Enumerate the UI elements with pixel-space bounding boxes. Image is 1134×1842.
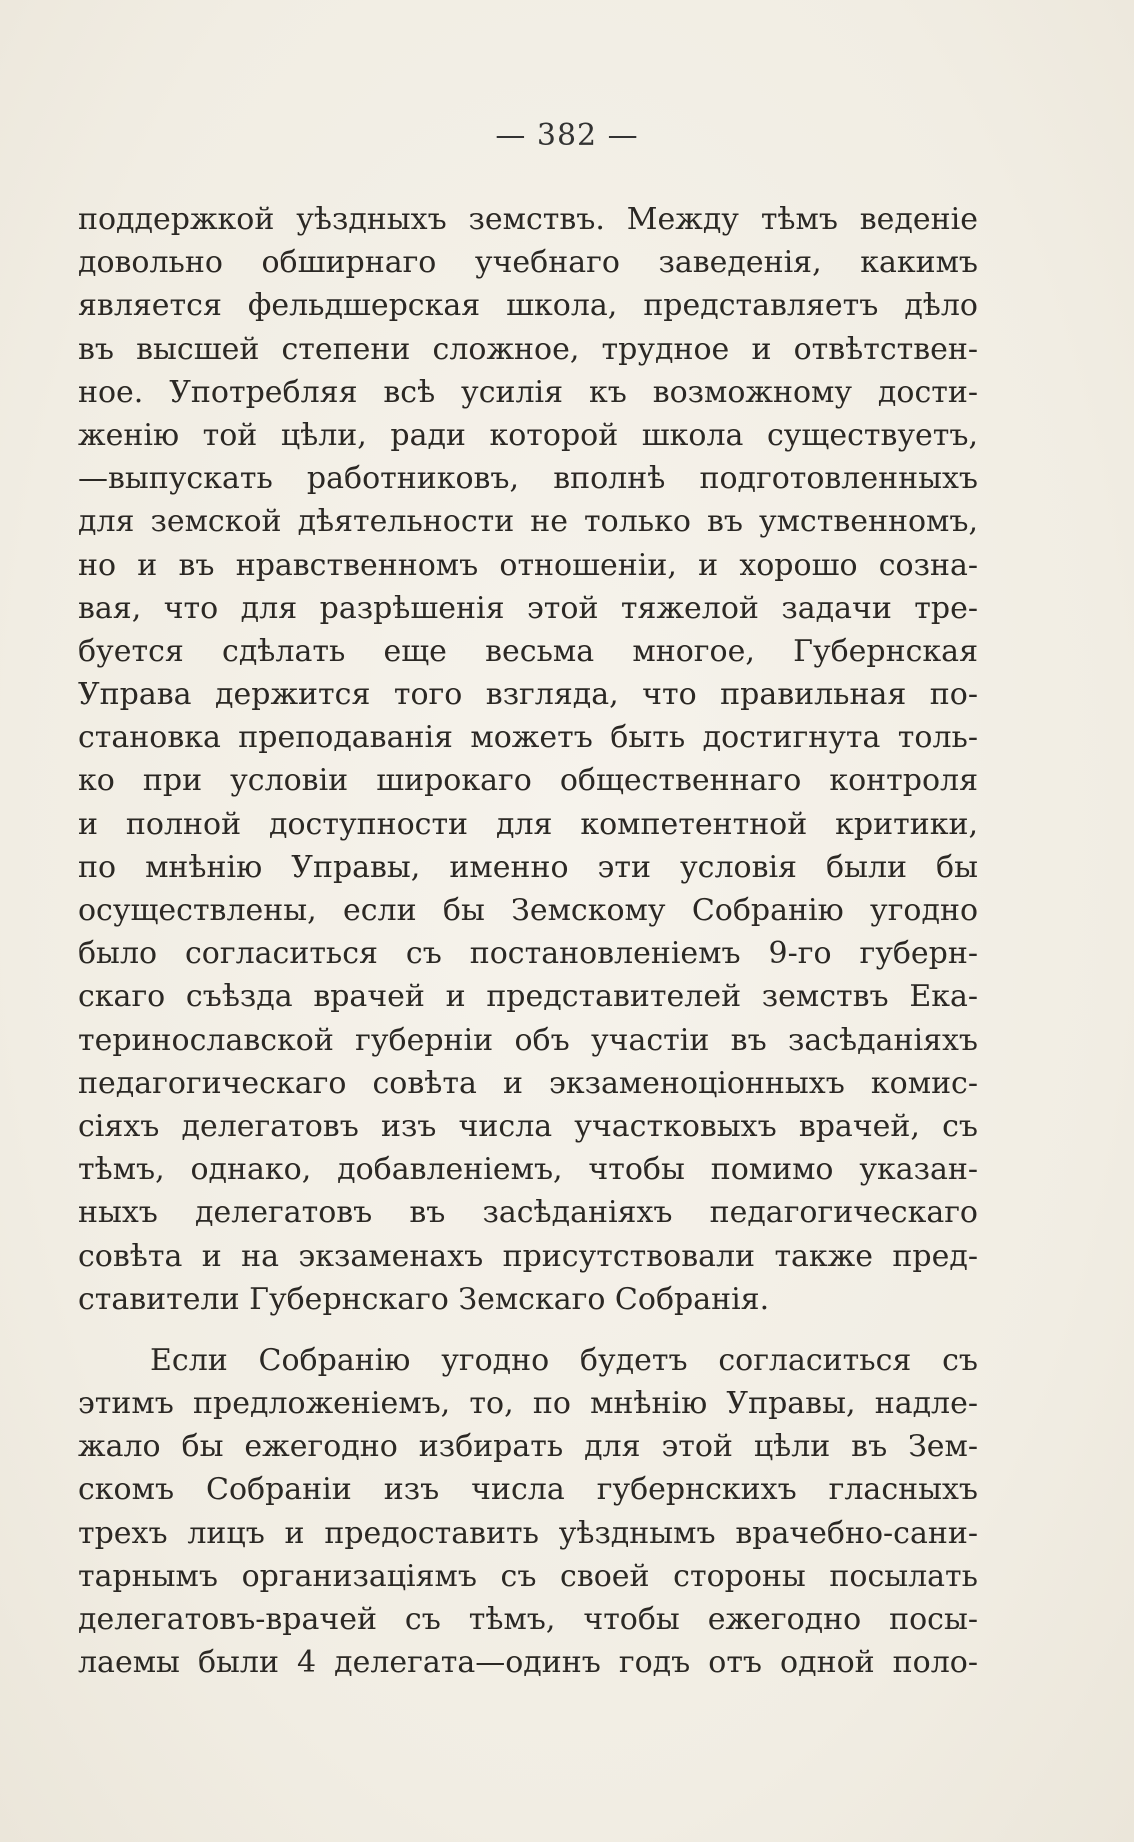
text-line: совѣта и на экзаменахъ присутствовали также пред-: [78, 1238, 978, 1274]
body-text: [78, 198, 978, 1684]
paragraph-gap: [78, 1321, 978, 1339]
page-number: — 382 —: [495, 118, 639, 153]
text-line: тѣмъ, однако, добавленіемъ, чтобы помимо указан-: [78, 1152, 978, 1188]
text-line: осуществлены, если бы Земскому Собранію угодно: [78, 893, 978, 928]
text-line: —выпускать работниковъ, вполнѣ подготовленныхъ: [78, 461, 978, 497]
text-line: по мнѣнію Управы, именно эти условія были бы: [78, 849, 978, 885]
text-line: въ высшей степени сложное, трудное и отвѣтствен-: [78, 331, 978, 367]
text-line: жало бы ежегодно избирать для этой цѣли въ Зем-: [78, 1429, 978, 1465]
paragraph-2: [78, 1339, 978, 1685]
paragraph-1: [78, 198, 978, 1321]
text-line: является фельдшерская школа, представляетъ дѣло: [78, 288, 978, 324]
text-line: женію той цѣли, ради которой школа существуетъ,: [78, 417, 978, 453]
text-line: ставители Губернскаго Земскаго Собранія.: [78, 1281, 770, 1317]
text-line: ко при условіи широкаго общественнаго контроля: [78, 763, 978, 799]
text-line: тарнымъ организаціямъ съ своей стороны посылать: [78, 1558, 978, 1594]
text-line: трехъ лицъ и предоставить уѣзднымъ врачебно-сани-: [78, 1515, 978, 1551]
text-line: довольно обширнаго учебнаго заведенія, какимъ: [78, 245, 978, 281]
text-line: лаемы были 4 делегата—одинъ годъ отъ одной поло-: [78, 1645, 978, 1681]
text-line: становка преподаванія можетъ быть достигнута толь-: [78, 720, 978, 756]
text-line: вая, что для разрѣшенія этой тяжелой задачи тре-: [78, 590, 978, 626]
text-line: ныхъ делегатовъ въ засѣданіяхъ педагогическаго: [78, 1195, 978, 1231]
text-line: сіяхъ делегатовъ изъ числа участковыхъ врачей, съ: [78, 1108, 978, 1144]
text-line: но и въ нравственномъ отношеніи, и хорошо созна-: [78, 547, 978, 583]
text-line: Управа держится того взгляда, что правильная по-: [78, 677, 978, 713]
text-line: было согласиться съ постановленіемъ 9-го губерн-: [78, 936, 978, 972]
text-line: буется сдѣлать еще весьма многое, Губернская: [78, 633, 978, 669]
text-line: поддержкой уѣздныхъ земствъ. Между тѣмъ веденіе: [78, 202, 978, 237]
text-line: педагогическаго совѣта и экзаменоціонныхъ комис-: [78, 1065, 978, 1101]
text-line: теринославской губерніи объ участіи въ засѣданіяхъ: [78, 1022, 978, 1058]
text-line: скомъ Собраніи изъ числа губернскихъ гласныхъ: [78, 1472, 978, 1508]
text-line: и полной доступности для компетентной критики,: [78, 806, 978, 842]
text-line: этимъ предложеніемъ, то, по мнѣнію Управы, надле-: [78, 1386, 978, 1422]
text-line: скаго съѣзда врачей и представителей земствъ Ека-: [78, 979, 978, 1015]
text-line: для земской дѣятельности не только въ умственномъ,: [78, 504, 978, 540]
text-line: ное. Употребляя всѣ усилія къ возможному дости-: [78, 374, 978, 410]
text-line: делегатовъ-врачей съ тѣмъ, чтобы ежегодно посы-: [78, 1602, 978, 1637]
text-line: Если Собранію угодно будетъ согласиться съ: [150, 1342, 978, 1378]
